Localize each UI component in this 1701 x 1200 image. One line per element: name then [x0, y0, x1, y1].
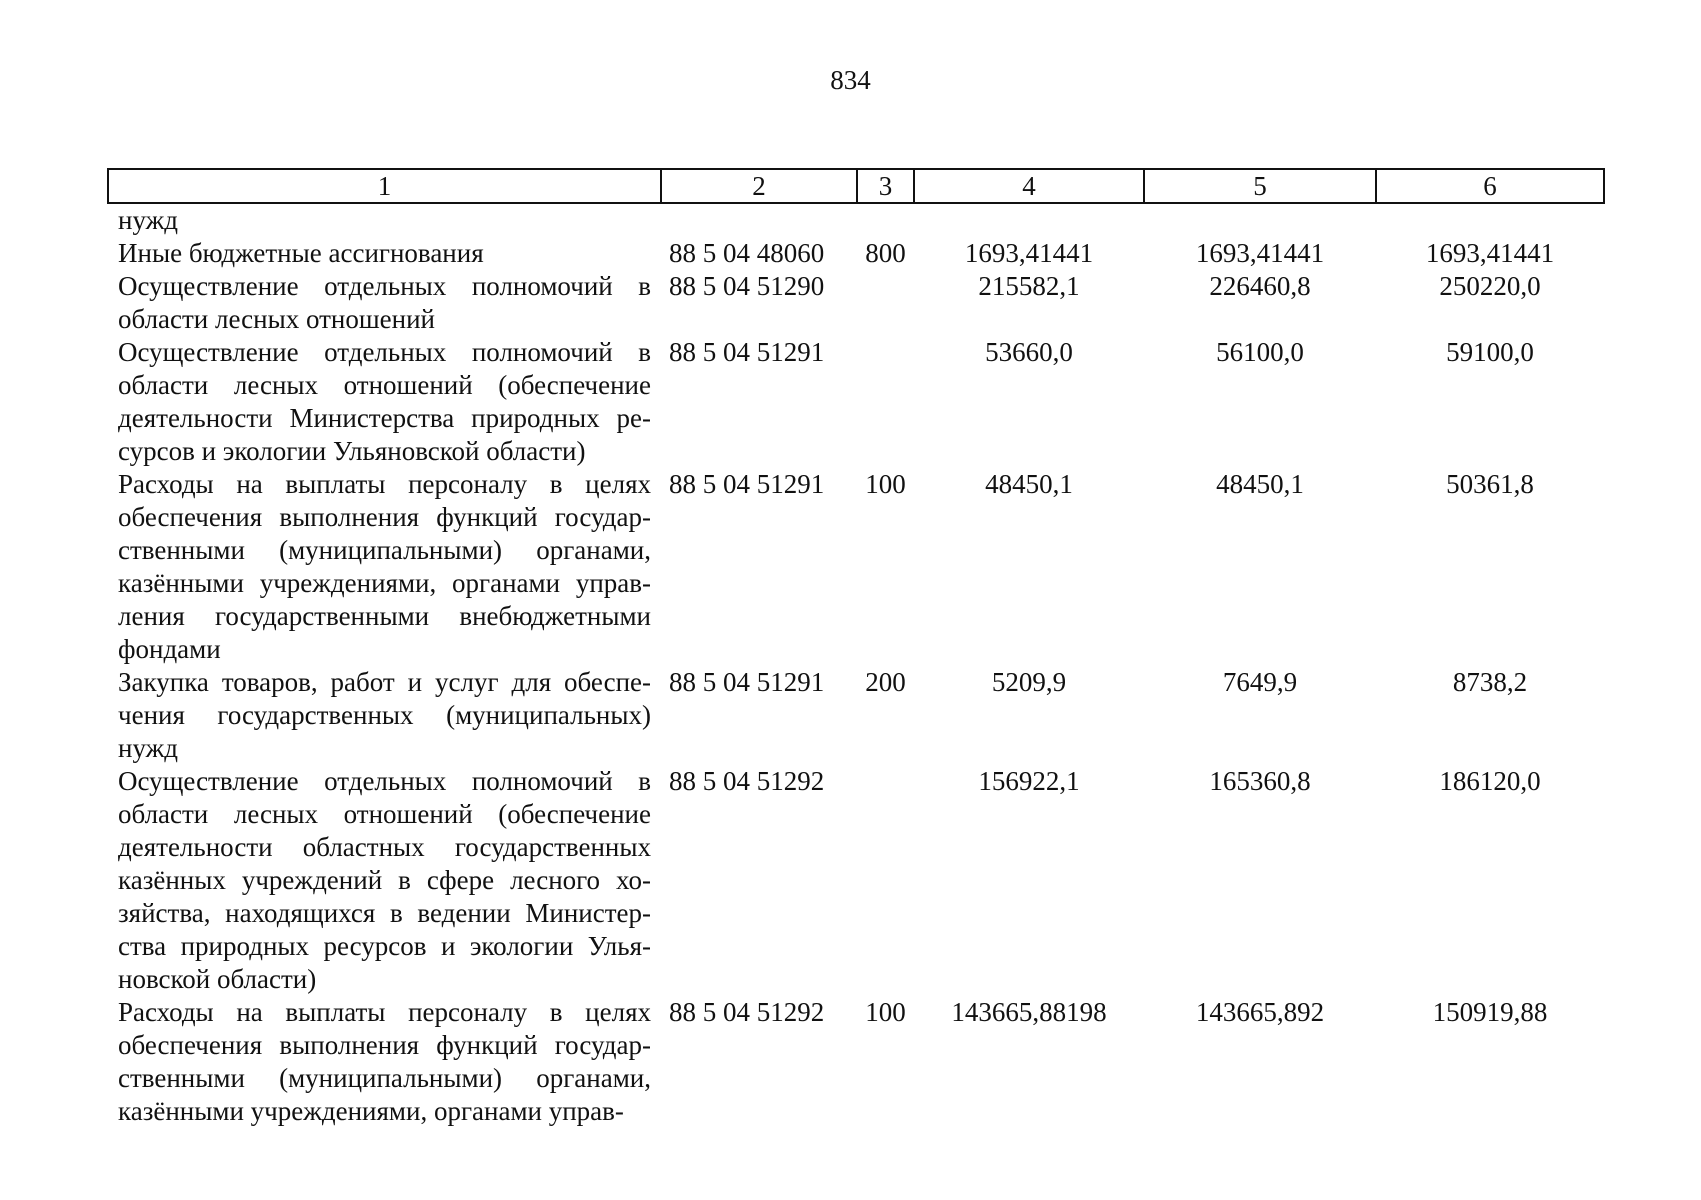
page-number: 834 — [830, 65, 871, 95]
column-header: 1 — [108, 169, 661, 203]
row-expense-type: 100 — [865, 997, 906, 1027]
row-value-col6: 8738,2 — [1452, 667, 1528, 697]
row-value-col6: 50361,8 — [1446, 469, 1534, 499]
row-value-col5: 56100,0 — [1216, 337, 1304, 367]
row-name: Закупка товаров, работ и услуг для обеспечения государственных (муниципальных) нужд — [118, 667, 651, 763]
row-code: 88 5 04 48060 — [669, 238, 825, 268]
header-row — [108, 169, 1604, 203]
row-value-col6 — [1376, 203, 1604, 237]
row-code: 88 5 04 51290 — [669, 271, 825, 301]
row-expense-type — [857, 270, 914, 336]
row-value-col4: 53660,0 — [985, 337, 1073, 367]
row-code: 88 5 04 51291 — [669, 337, 825, 367]
row-name: Осуществление отдельных полномочий в области лесных отношений (обеспечение деятельности Министерства природных ресурсов и экологии Ульяновской области) — [118, 337, 651, 466]
row-expense-type: 200 — [865, 667, 906, 697]
row-expense-type: 100 — [865, 469, 906, 499]
table-row — [108, 270, 1604, 336]
row-value-col4 — [914, 203, 1144, 237]
row-name: Осуществление отдельных полномочий в области лесных отношений — [118, 271, 651, 334]
row-value-col4: 1693,41441 — [964, 238, 1094, 268]
row-value-col4: 48450,1 — [985, 469, 1073, 499]
row-expense-type — [857, 336, 914, 468]
column-header: 4 — [914, 169, 1144, 203]
row-value-col4: 215582,1 — [978, 271, 1080, 301]
row-value-col5: 1693,41441 — [1195, 238, 1325, 268]
row-name: Расходы на выплаты персоналу в целях обеспечения выполнения функций государственными (муниципальными) органами, казёнными учреждениями, органами управления государственными внебюджетными фондами — [118, 469, 651, 664]
row-name: Осуществление отдельных полномочий в области лесных отношений (обеспечение деятельности областных государственных казённых учреждений в сфере лесного хозяйства, находящихся в ведении Министерства природных ресурсов и экологии Ульяновской области) — [118, 766, 651, 994]
column-header: 6 — [1376, 169, 1604, 203]
row-code: 88 5 04 51291 — [669, 667, 825, 697]
column-header: 5 — [1144, 169, 1376, 203]
table-row — [108, 237, 1604, 270]
row-value-col4: 5209,9 — [991, 667, 1067, 697]
row-code: 88 5 04 51292 — [669, 766, 825, 796]
table-row — [108, 666, 1604, 765]
row-value-col6: 250220,0 — [1439, 271, 1541, 301]
table-row — [108, 203, 1604, 237]
row-code: 88 5 04 51292 — [669, 997, 825, 1027]
table-row — [108, 765, 1604, 996]
row-value-col4: 156922,1 — [978, 766, 1080, 796]
table-row — [108, 996, 1604, 1128]
row-expense-type — [857, 765, 914, 996]
row-value-col5: 143665,892 — [1195, 997, 1325, 1027]
table-row — [108, 468, 1604, 666]
row-value-col6: 59100,0 — [1446, 337, 1534, 367]
row-code: 88 5 04 51291 — [669, 469, 825, 499]
table-row — [108, 336, 1604, 468]
row-value-col6: 186120,0 — [1439, 766, 1541, 796]
row-name: Иные бюджетные ассигнования — [118, 238, 484, 268]
row-code — [661, 203, 857, 237]
row-value-col5: 165360,8 — [1209, 766, 1311, 796]
row-value-col5 — [1144, 203, 1376, 237]
row-name: Расходы на выплаты персоналу в целях обеспечения выполнения функций государственными (муниципальными) органами, казёнными учреждениями, органами управ- — [118, 997, 651, 1126]
row-value-col4: 143665,88198 — [951, 997, 1107, 1027]
row-value-col6: 1693,41441 — [1425, 238, 1555, 268]
row-name: нужд — [118, 205, 178, 235]
column-header: 3 — [857, 169, 914, 203]
row-value-col5: 48450,1 — [1216, 469, 1304, 499]
row-expense-type: 800 — [865, 238, 906, 268]
column-header: 2 — [661, 169, 857, 203]
row-value-col5: 226460,8 — [1209, 271, 1311, 301]
row-value-col6: 150919,88 — [1432, 997, 1548, 1027]
row-value-col5: 7649,9 — [1222, 667, 1298, 697]
row-expense-type — [857, 203, 914, 237]
budget-table — [107, 168, 1605, 1128]
